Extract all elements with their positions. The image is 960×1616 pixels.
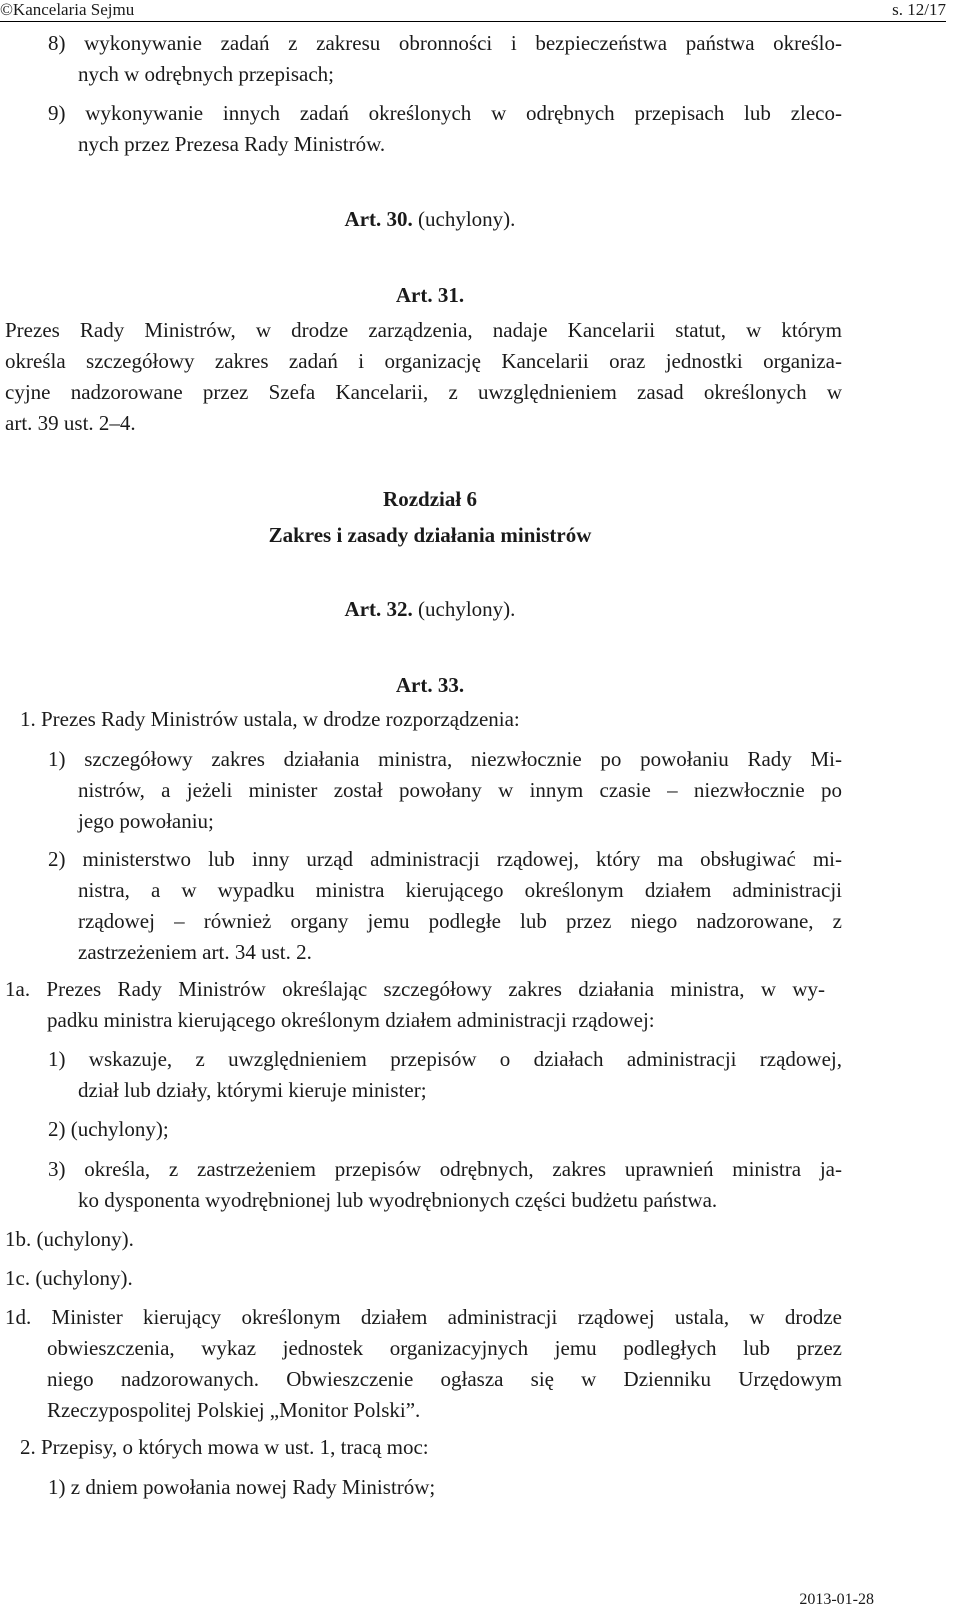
ust-1a-point-3-line-1: 3) określa, z zastrzeżeniem przepisów odrębnych, zakres uprawnień ministra ja-	[48, 1157, 842, 1181]
art-33-ust-2-point-1	[48, 1472, 842, 1503]
art-33-ust-1c	[5, 1263, 825, 1294]
art-33-ust-1-line: 1. Prezes Rady Ministrów ustala, w drodze rozporządzenia:	[20, 707, 520, 731]
ust-1-point-2-line-3: rządowej – również organy jemu podległe lub przez niego nadzorowane, z	[78, 909, 842, 933]
point-9	[48, 98, 842, 160]
ust-1-point-1-line-2: nistrów, a jeżeli minister został powołany w innym czasie – niezwłocznie po	[78, 778, 842, 802]
header-source: ©Kancelaria Sejmu	[0, 0, 135, 19]
point-8-line-2: nych w odrębnych przepisach;	[78, 62, 334, 86]
chapter-label: Rozdział 6	[383, 487, 477, 511]
chapter-title: Zakres i zasady działania ministrów	[268, 523, 592, 547]
ust-1-point-2-line-4: zastrzeżeniem art. 34 ust. 2.	[78, 940, 312, 964]
art-30-number: Art. 30.	[344, 207, 413, 231]
ust-1c-line: 1c. (uchylony).	[5, 1266, 133, 1290]
art-32-number: Art. 32.	[344, 597, 413, 621]
ust-1d-line-1: 1d. Minister kierujący określonym działem administracji rządowej ustala, w drodze	[5, 1305, 842, 1329]
ust-1d-line-2: obwieszczenia, wykaz jednostek organizacyjnych jemu podległych lub przez	[47, 1336, 842, 1360]
ust-1-point-2-line-1: 2) ministerstwo lub inny urząd administracji rządowej, który ma obsługiwać mi-	[48, 847, 842, 871]
art-31-line-3: cyjne nadzorowane przez Szefa Kancelarii, z uwzględnieniem zasad określonych w	[5, 380, 842, 404]
art-33-ust-1a-point-2	[48, 1114, 842, 1145]
art-33-ust-1a-point-1	[48, 1044, 842, 1106]
ust-1a-line-2: padku ministra kierującego określonym działem administracji rządowej:	[47, 1008, 655, 1032]
header-page-number: s. 12/17	[892, 0, 946, 19]
art-33-ust-1	[20, 704, 842, 735]
point-9-line-2: nych przez Prezesa Rady Ministrów.	[78, 132, 386, 156]
ust-1d-line-4: Rzeczypospolitej Polskiej „Monitor Polski”.	[47, 1398, 421, 1422]
ust-1a-point-1-line-1: 1) wskazuje, z uwzględnieniem przepisów o działach administracji rządowej,	[48, 1047, 842, 1071]
art-33-ust-2	[20, 1432, 842, 1463]
ust-1-point-1-line-3: jego powołaniu;	[78, 809, 214, 833]
ust-1a-line-1: 1a. Prezes Rady Ministrów określając szczegółowy zakres działania ministra, w wy-	[5, 977, 825, 1001]
art-33-ust-1-point-1	[48, 744, 842, 837]
ust-1b-line: 1b. (uchylony).	[5, 1227, 134, 1251]
art-33-heading: Art. 33.	[395, 673, 465, 697]
art-32-text: (uchylony).	[412, 597, 516, 621]
footer-date: 2013-01-28	[799, 1591, 874, 1608]
ust-2-line: 2. Przepisy, o których mowa w ust. 1, tracą moc:	[20, 1435, 429, 1459]
ust-2-point-1-line: 1) z dniem powołania nowej Rady Ministrów;	[48, 1475, 436, 1499]
ust-1d-line-3: niego nadzorowanych. Obwieszczenie ogłasza się w Dzienniku Urzędowym	[47, 1367, 842, 1391]
art-31-line-2: określa szczegółowy zakres zadań i organizację Kancelarii oraz jednostki organiza-	[5, 349, 842, 373]
ust-1a-point-3-line-2: ko dysponenta wyodrębnionej lub wyodrębnionych części budżetu państwa.	[78, 1188, 718, 1212]
point-9-line-1: 9) wykonywanie innych zadań określonych w odrębnych przepisach lub zleco-	[48, 101, 842, 125]
art-30-text: (uchylony).	[412, 207, 516, 231]
ust-1-point-1-line-1: 1) szczegółowy zakres działania ministra, niezwłocznie po powołaniu Rady Mi-	[48, 747, 842, 771]
art-30	[0, 204, 860, 235]
ust-1-point-2-line-2: nistra, a w wypadku ministra kierującego określonym działem administracji	[78, 878, 842, 902]
point-8	[48, 28, 842, 90]
ust-1a-point-2-line: 2) (uchylony);	[48, 1117, 169, 1141]
ust-1a-point-1-line-2: dział lub działy, którymi kieruje minister;	[78, 1078, 427, 1102]
art-33-ust-1d	[5, 1302, 842, 1426]
art-33-ust-1b	[5, 1224, 825, 1255]
art-31-heading: Art. 31.	[395, 283, 465, 307]
header-rule	[0, 21, 946, 22]
art-31-body	[5, 315, 842, 439]
art-33-ust-1a	[5, 974, 825, 1036]
art-31-line-4: art. 39 ust. 2–4.	[5, 411, 136, 435]
point-8-line-1: 8) wykonywanie zadań z zakresu obronności i bezpieczeństwa państwa określo-	[48, 31, 842, 55]
art-31-line-1: Prezes Rady Ministrów, w drodze zarządzenia, nadaje Kancelarii statut, w którym	[5, 318, 842, 342]
art-33-ust-1a-point-3	[48, 1154, 842, 1216]
art-33-ust-1-point-2	[48, 844, 842, 968]
art-32	[0, 594, 860, 625]
